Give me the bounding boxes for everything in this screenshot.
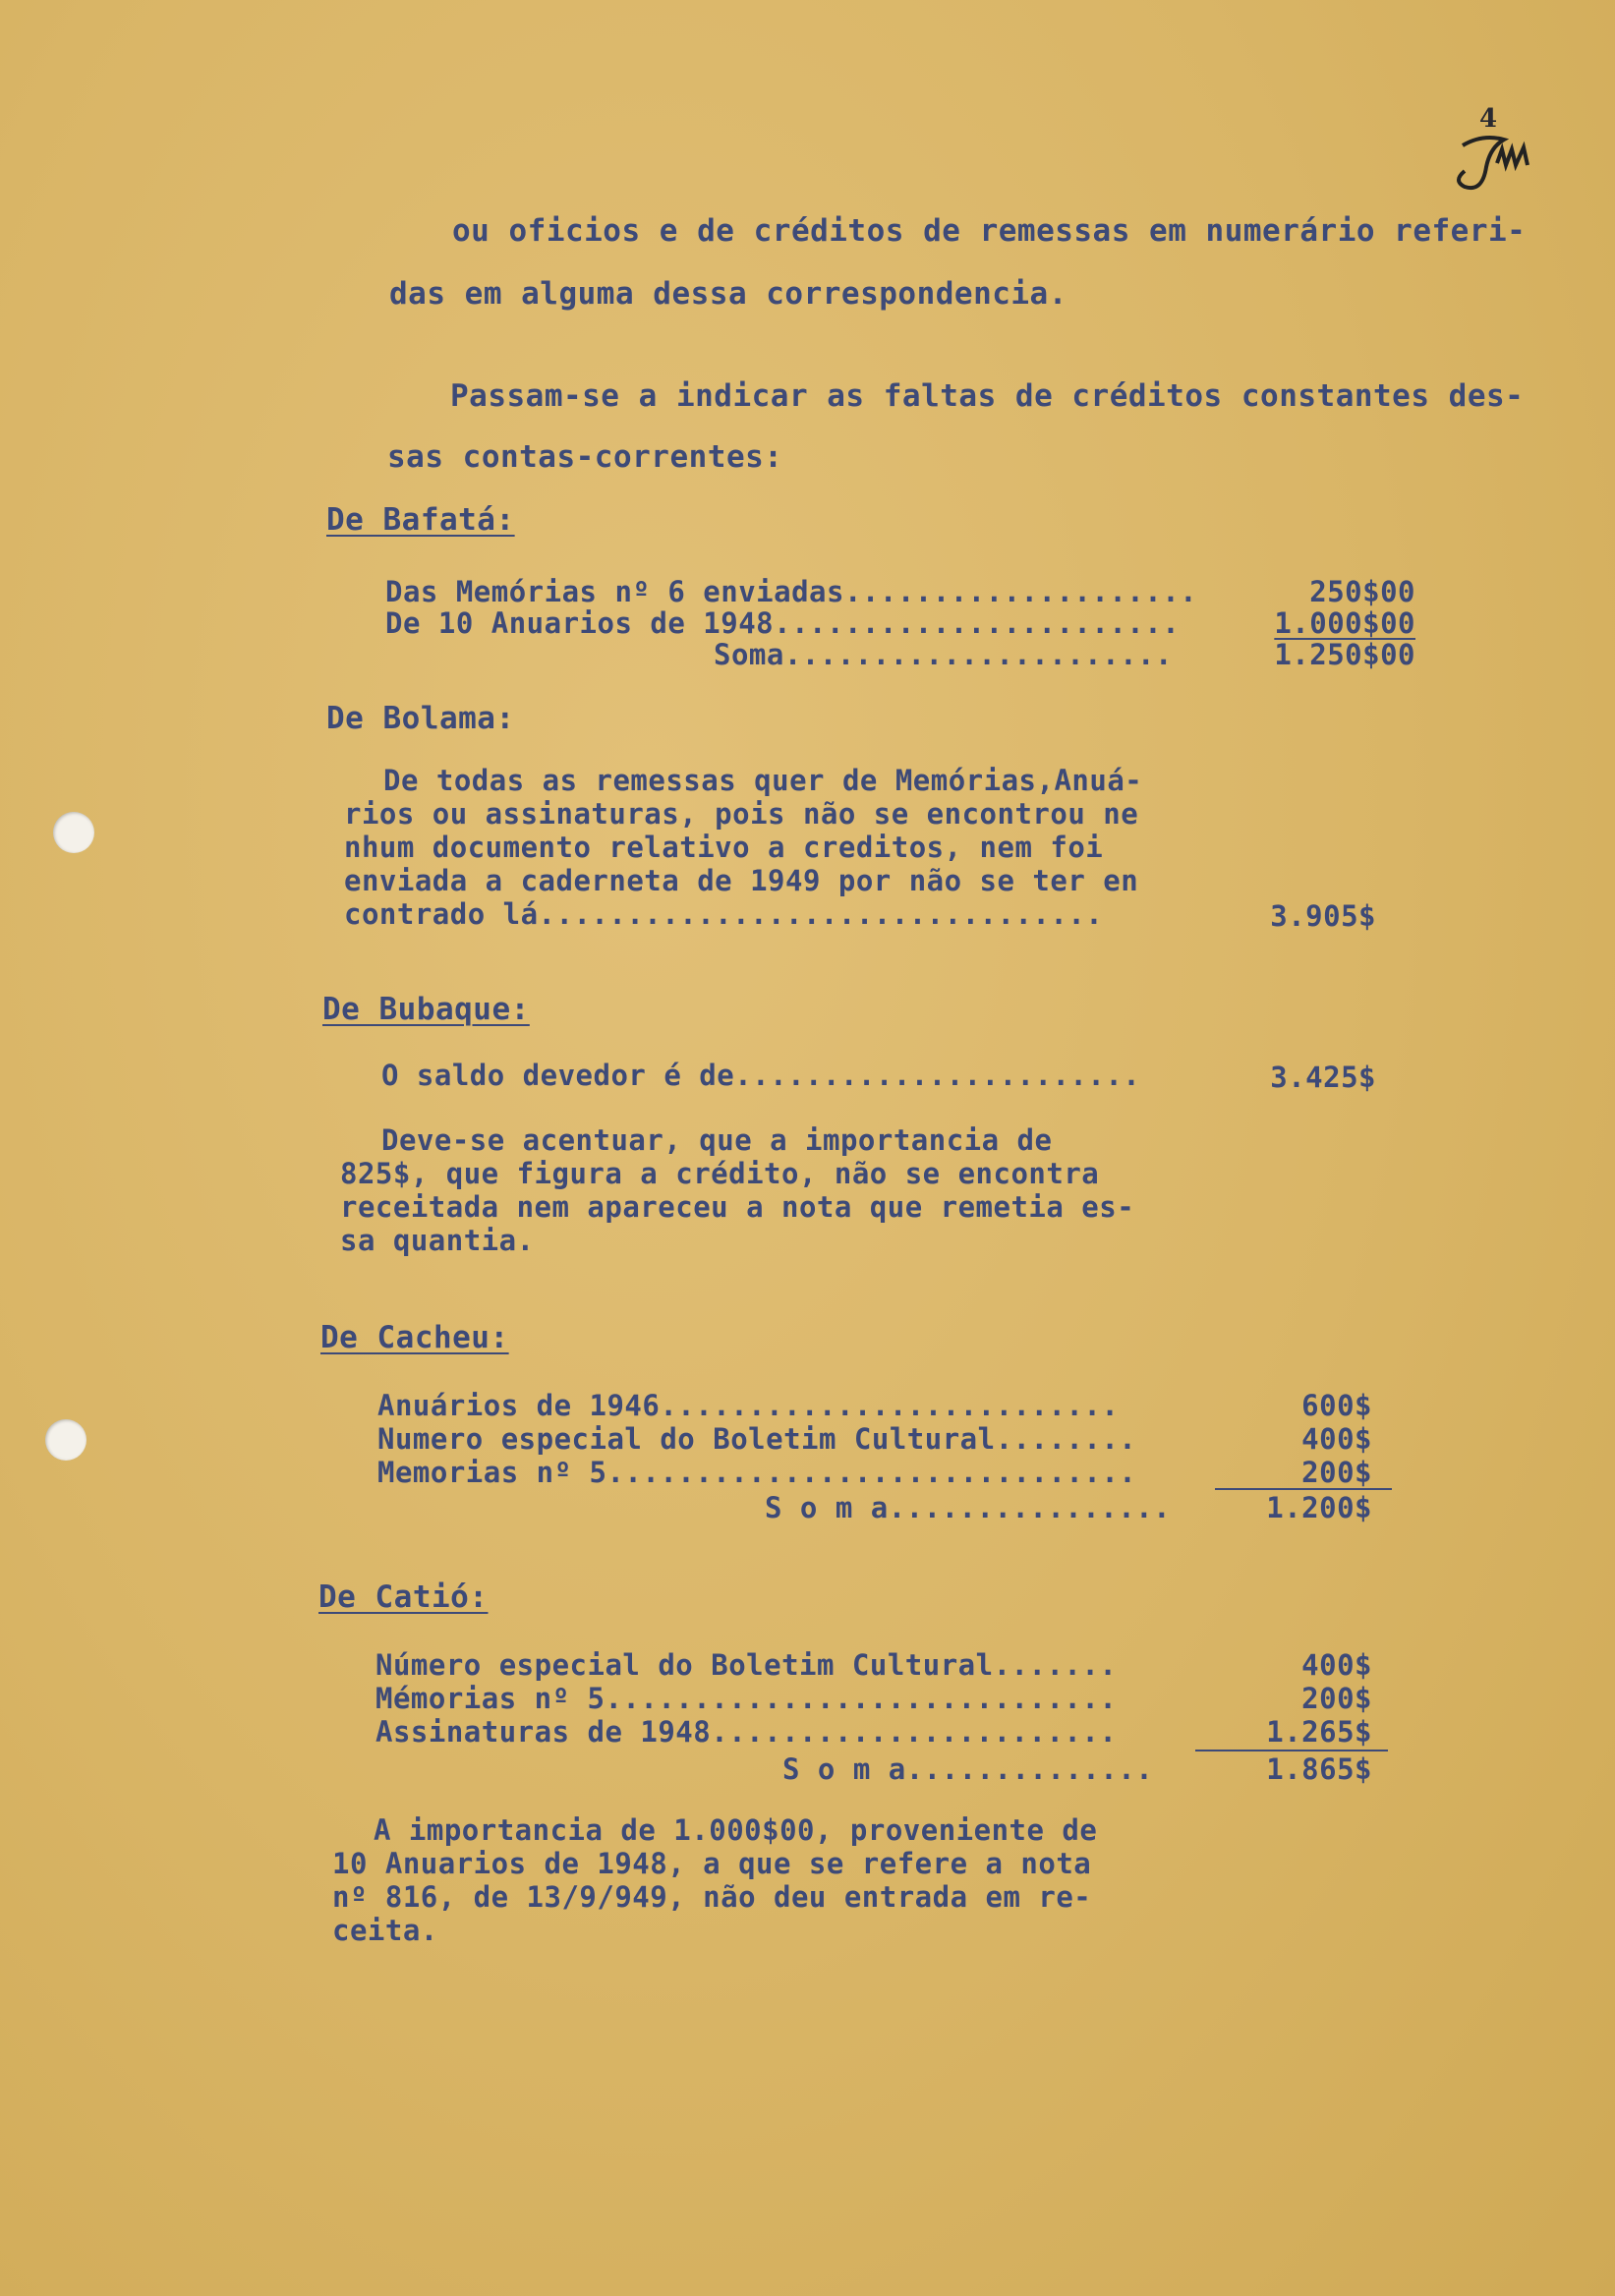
section-heading-bubaque: De Bubaque:	[322, 992, 530, 1027]
catio-row-value: 400$	[1301, 1648, 1372, 1682]
cacheu-total-label: S o m a................	[765, 1491, 1172, 1524]
catio-row-label: Assinaturas de 1948.......................	[375, 1715, 1118, 1749]
bubaque-balance-value: 3.425$	[1270, 1061, 1376, 1094]
catio-row-label: Número especial do Boletim Cultural.......	[375, 1648, 1118, 1682]
cacheu-total-value: 1.200$	[1266, 1491, 1372, 1524]
bubaque-balance-label: O saldo devedor é de.......................	[381, 1059, 1141, 1092]
cacheu-row-label: Numero especial do Boletim Cultural........	[377, 1422, 1137, 1456]
section-heading-bolama: De Bolama:	[326, 701, 515, 736]
bafata-total-label: Soma......................	[714, 638, 1173, 671]
intro-line-1: ou oficios e de créditos de remessas em numerário referi-	[452, 213, 1527, 249]
catio-total-value: 1.865$	[1266, 1752, 1372, 1786]
bafata-row-value: 250$00	[1309, 575, 1415, 608]
cacheu-row-value: 600$	[1301, 1389, 1372, 1422]
section-heading-catio: De Catió:	[318, 1579, 489, 1615]
catio-sum-rule	[1195, 1750, 1388, 1751]
bolama-value: 3.905$	[1270, 899, 1376, 933]
catio-note-line: nº 816, de 13/9/949, não deu entrada em re-	[332, 1880, 1092, 1914]
cacheu-row-label: Memorias nº 5..............................	[377, 1456, 1137, 1489]
bolama-text-line: enviada a caderneta de 1949 por não se ter en	[344, 864, 1139, 897]
catio-row-value: 200$	[1301, 1682, 1372, 1715]
bubaque-note-line: 825$, que figura a crédito, não se encontra	[340, 1157, 1100, 1190]
punch-hole-top	[53, 812, 94, 853]
bolama-text-line: De todas as remessas quer de Memórias,Anuá-	[383, 764, 1143, 797]
cacheu-row-value: 400$	[1301, 1422, 1372, 1456]
punch-hole-bottom	[45, 1419, 87, 1461]
page-number: 4	[1479, 104, 1498, 134]
intro-line-2: das em alguma dessa correspondencia.	[389, 276, 1067, 312]
catio-row-value: 1.265$	[1266, 1715, 1372, 1749]
section-heading-cacheu: De Cacheu:	[320, 1320, 509, 1355]
cacheu-sum-rule	[1215, 1488, 1392, 1490]
cacheu-row-value: 200$	[1301, 1456, 1372, 1489]
catio-total-label: S o m a..............	[782, 1752, 1154, 1786]
catio-note-line: A importancia de 1.000$00, proveniente de	[374, 1813, 1098, 1847]
bubaque-note-line: receitada nem apareceu a nota que remetia es-	[340, 1190, 1135, 1224]
bolama-text-line: contrado lá................................	[344, 897, 1104, 931]
catio-note-line: 10 Anuarios de 1948, a que se refere a nota	[332, 1847, 1092, 1880]
catio-row-label: Mémorias nº 5.............................	[375, 1682, 1118, 1715]
intro-line-3: Passam-se a indicar as faltas de créditos constantes des-	[450, 378, 1525, 414]
handwritten-initials-signature	[1443, 106, 1551, 204]
section-heading-bafata: De Bafatá:	[326, 502, 515, 538]
bafata-row-value: 1.000$00	[1274, 606, 1415, 640]
intro-line-4: sas contas-correntes:	[387, 439, 783, 475]
bubaque-note-line: Deve-se acentuar, que a importancia de	[381, 1123, 1053, 1157]
bolama-text-line: nhum documento relativo a creditos, nem foi	[344, 831, 1104, 864]
bafata-row-label: De 10 Anuarios de 1948.......................	[385, 606, 1181, 640]
bafata-row-label: Das Memórias nº 6 enviadas....................	[385, 575, 1198, 608]
bolama-text-line: rios ou assinaturas, pois não se encontrou ne	[344, 797, 1139, 831]
catio-note-line: ceita.	[332, 1914, 438, 1947]
bubaque-note-line: sa quantia.	[340, 1224, 535, 1257]
bafata-total-value: 1.250$00	[1274, 638, 1415, 671]
cacheu-row-label: Anuários de 1946..........................	[377, 1389, 1120, 1422]
